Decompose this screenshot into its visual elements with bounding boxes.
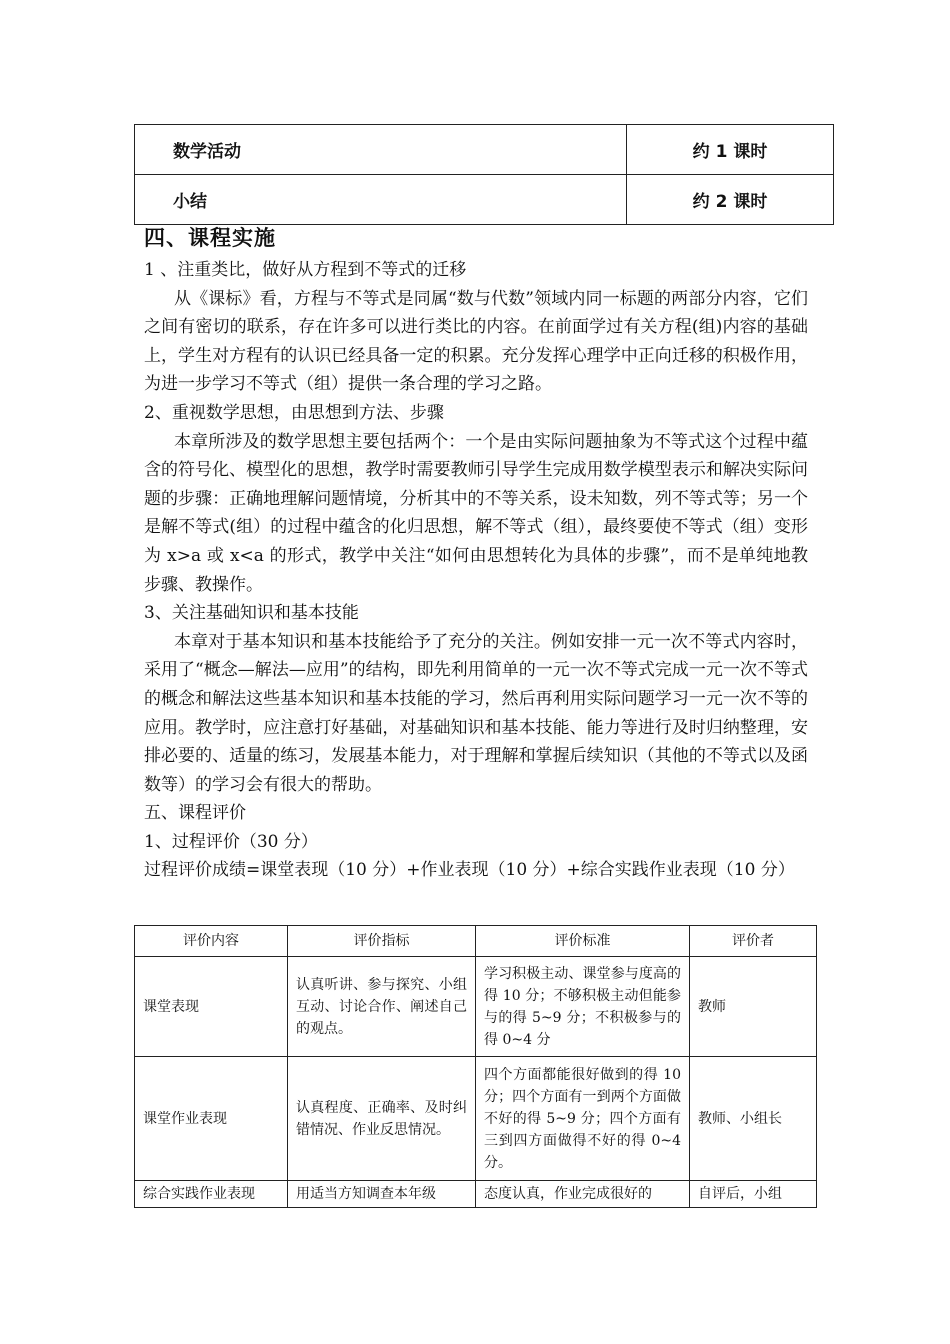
eval-evaluator: 教师 — [690, 957, 817, 1057]
eval-standard: 态度认真，作业完成很好的 — [476, 1181, 690, 1208]
eval-standard: 四个方面都能很好做到的得 10 分；四个方面有一到两个方面做不好的得 5~9 分；四个方面有三到四方面做得不好的得 0~4 分。 — [476, 1057, 690, 1181]
table-row — [135, 957, 817, 1057]
body-text — [144, 256, 808, 885]
column-header: 评价标准 — [476, 926, 690, 957]
schedule-table — [134, 124, 834, 225]
schedule-item: 小结 — [135, 175, 627, 225]
paragraph-math-thinking: 本章所涉及的数学思想主要包括两个：一个是由实际问题抽象为不等式这个过程中蕴含的符号化、模型化的思想，教学时需要教师引导学生完成用数学模型表示和解决实际问题的步骤：正确地理解问题情境，分析其中的不等关系，设未知数，列不等式等；另一个是解不等式(组）的过程中蕴含的化归思想，解不等式（组），最终要使不等式（组）变形为 x>a 或 x<a 的形式，教学中关注“如何由思想转化为具体的步骤”，而不是单纯地教步骤、教操作。 — [144, 431, 808, 595]
column-header: 评价者 — [690, 926, 817, 957]
eval-standard: 学习积极主动、课堂参与度高的得 10 分；不够积极主动但能参与的得 5~9 分；不积极参与的得 0~4 分 — [476, 957, 690, 1057]
evaluation-table — [134, 925, 817, 1208]
column-header: 评价内容 — [135, 926, 288, 957]
table-row — [135, 175, 834, 225]
eval-evaluator: 教师、小组长 — [690, 1057, 817, 1181]
paragraph-analogy: 从《课标》看，方程与不等式是同属“数与代数”领域内同一标题的两部分内容，它们之间有密切的联系，存在许多可以进行类比的内容。在前面学过有关方程(组)内容的基础上，学生对方程有的认识已经具备一定的积累。充分发挥心理学中正向迁移的积极作用，为进一步学习不等式（组）提供一条合理的学习之路。 — [144, 288, 808, 395]
paragraph-basics: 本章对于基本知识和基本技能给予了充分的关注。例如安排一元一次不等式内容时，采用了“概念—解法—应用”的结构，即先利用简单的一元一次不等式完成一元一次不等式的概念和解法这些基本知识和基本技能的学习，然后再利用实际问题学习一元一次不等的应用。教学时，应注意打好基础，对基础知识和基本技能、能力等进行及时归纳整理，安排必要的、适量的练习，发展基本能力，对于理解和掌握后续知识（其他的不等式以及函数等）的学习会有很大的帮助。 — [144, 631, 808, 795]
eval-criteria: 认真程度、正确率、及时纠错情况、作业反思情况。 — [288, 1057, 476, 1181]
subheading-math-thinking: 2、重视数学思想，由思想到方法、步骤 — [144, 402, 444, 423]
eval-content: 课堂表现 — [135, 957, 288, 1057]
table-row — [135, 1181, 817, 1208]
table-header-row — [135, 926, 817, 957]
column-header: 评价指标 — [288, 926, 476, 957]
subheading-process-evaluation: 1、过程评价（30 分） — [144, 831, 318, 852]
subheading-analogy: 1 、注重类比，做好从方程到不等式的迁移 — [144, 260, 467, 280]
table-row — [135, 125, 834, 175]
table-row — [135, 1057, 817, 1181]
subheading-basics: 3、关注基础知识和基本技能 — [144, 603, 359, 624]
section-heading-evaluation: 五、课程评价 — [144, 803, 246, 824]
eval-criteria: 用适当方知调查本年级 — [288, 1181, 476, 1208]
eval-content: 课堂作业表现 — [135, 1057, 288, 1181]
eval-evaluator: 自评后，小组 — [690, 1181, 817, 1208]
eval-criteria: 认真听讲、参与探究、小组互动、讨论合作、阐述自己的观点。 — [288, 957, 476, 1057]
section-heading-implementation: 四、课程实施 — [144, 226, 276, 250]
schedule-hours: 约 2 课时 — [627, 175, 834, 225]
schedule-hours: 约 1 课时 — [627, 125, 834, 175]
schedule-item: 数学活动 — [135, 125, 627, 175]
evaluation-formula: 过程评价成绩=课堂表现（10 分）+作业表现（10 分）+综合实践作业表现（10 分） — [144, 860, 795, 881]
eval-content: 综合实践作业表现 — [135, 1181, 288, 1208]
